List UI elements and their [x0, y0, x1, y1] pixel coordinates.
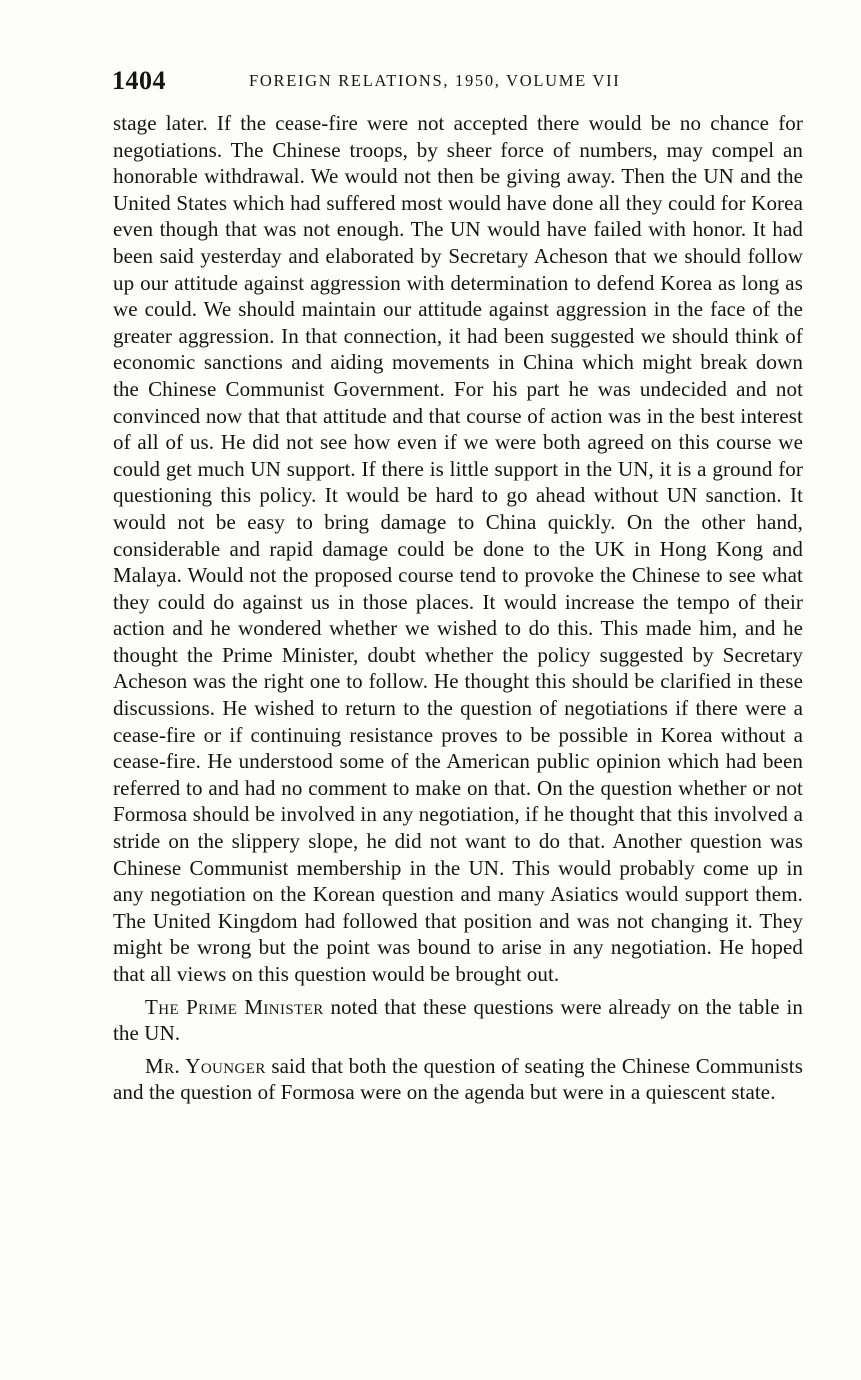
body-text [113, 110, 803, 1106]
speaker-name: Mr. Younger [145, 1053, 266, 1078]
paragraph-text: noted that these questions were already on the table in the UN. [113, 994, 803, 1046]
paragraph-continuation: stage later. If the cease-fire were not accepted there would be no chance for negotiations. The Chinese troops, by sheer force of numbers, may compel an honorable withdrawal. We would not then be giving away. Then the UN and the United States which had suffered most would have done all they could for Korea even though that was not enough. The UN would have failed with honor. It had been said yesterday and elaborated by Secretary Acheson that we should follow up our attitude against aggression with determination to defend Korea as long as we could. We should maintain our attitude against aggression in the face of the greater aggression. In that connection, it had been suggested we should think of economic sanctions and aiding movements in China which might break down the Chinese Communist Government. For his part he was undecided and not convinced now that that attitude and that course of action was in the best interest of all of us. He did not see how even if we were both agreed on this course we could get much UN support. If there is little support in the UN, it is a ground for questioning this policy. It would be hard to go ahead without UN sanction. It would not be easy to bring damage to China quickly. On the other hand, considerable and rapid damage could be done to the UK in Hong Kong and Malaya. Would not the proposed course tend to provoke the Chinese to see what they could do against us in those places. It would increase the tempo of their action and he wondered whether we wished to do this. This made him, and he thought the Prime Minister, doubt whether the policy suggested by Secretary Acheson was the right one to follow. He thought this should be clarified in these discussions. He wished to return to the question of negotiations if there were a cease-fire or if continuing resistance proves to be possible in Korea without a cease-fire. He understood some of the American public opinion which had been referred to and had no comment to make on that. On the question whether or not Formosa should be involved in any negotiation, if he thought that this involved a stride on the slippery slope, he did not want to do that. Another question was Chinese Communist membership in the UN. This would probably come up in any negotiation on the Korean question and many Asiatics would support them. The United Kingdom had followed that position and was not changing it. They might be wrong but the point was bound to arise in any negotiation. He hoped that all views on this question would be brought out. [113, 111, 803, 986]
page-number: 1404 [112, 66, 166, 95]
paragraph-younger [113, 1053, 803, 1106]
running-title: FOREIGN RELATIONS, 1950, VOLUME VII [249, 71, 621, 90]
speaker-name: The Prime Minister [145, 994, 324, 1019]
running-header [112, 64, 802, 98]
paragraph-text: said that both the question of seating the Chinese Communists and the question of Formosa were on the agenda but were in a quiescent state. [113, 1053, 803, 1105]
paragraph-prime-minister [113, 994, 803, 1047]
